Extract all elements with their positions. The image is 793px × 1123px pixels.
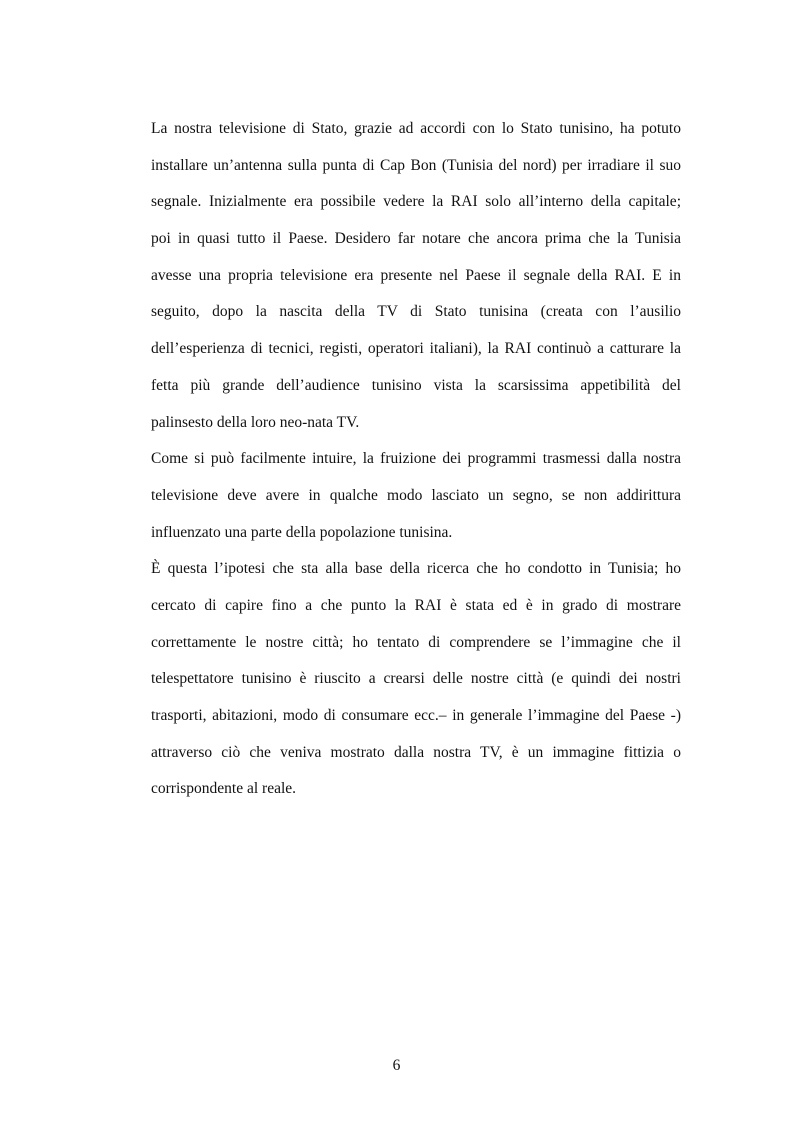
text-line: trasporti, abitazioni, modo di consumare ecc.– in generale l’immagine del Paese -)	[151, 707, 681, 724]
text-line: segnale. Inizialmente era possibile vedere la RAI solo all’interno della capitale;	[151, 193, 681, 211]
body-text	[151, 111, 681, 808]
text-line: influenzato una parte della popolazione tunisina.	[151, 523, 453, 541]
text-line: seguito, dopo la nascita della TV di Stato tunisina (creata con l’ausilio	[151, 303, 681, 321]
text-line: corrispondente al reale.	[151, 780, 297, 798]
text-line: poi in quasi tutto il Paese. Desidero far notare che ancora prima che la Tunisia	[151, 230, 681, 248]
text-line: installare un’antenna sulla punta di Cap Bon (Tunisia del nord) per irradiare il suo	[151, 156, 681, 174]
text-line: palinsesto della loro neo-nata TV.	[151, 413, 360, 431]
text-line: televisione deve avere in qualche modo lasciato un segno, se non addirittura	[151, 486, 681, 504]
text-line: fetta più grande dell’audience tunisino vista la scarsissima appetibilità del	[151, 376, 681, 394]
text-line: correttamente le nostre città; ho tentato di comprendere se l’immagine che il	[151, 633, 681, 651]
text-line: dell’esperienza di tecnici, registi, operatori italiani), la RAI continuò a catturare la	[151, 340, 681, 358]
text-line: cercato di capire fino a che punto la RAI è stata ed è in grado di mostrare	[151, 596, 681, 614]
page-number: 6	[392, 1057, 401, 1074]
text-line: Come si può facilmente intuire, la fruizione dei programmi trasmessi dalla nostra	[151, 450, 681, 468]
text-line: attraverso ciò che veniva mostrato dalla nostra TV, è un immagine fittizia o	[151, 743, 681, 761]
text-line: telespettatore tunisino è riuscito a crearsi delle nostre città (e quindi dei nostri	[151, 670, 681, 688]
text-line: È questa l’ipotesi che sta alla base della ricerca che ho condotto in Tunisia; ho	[151, 560, 681, 578]
text-line: avesse una propria televisione era presente nel Paese il segnale della RAI. E in	[151, 266, 681, 284]
text-line: La nostra televisione di Stato, grazie ad accordi con lo Stato tunisino, ha potuto	[151, 120, 681, 137]
